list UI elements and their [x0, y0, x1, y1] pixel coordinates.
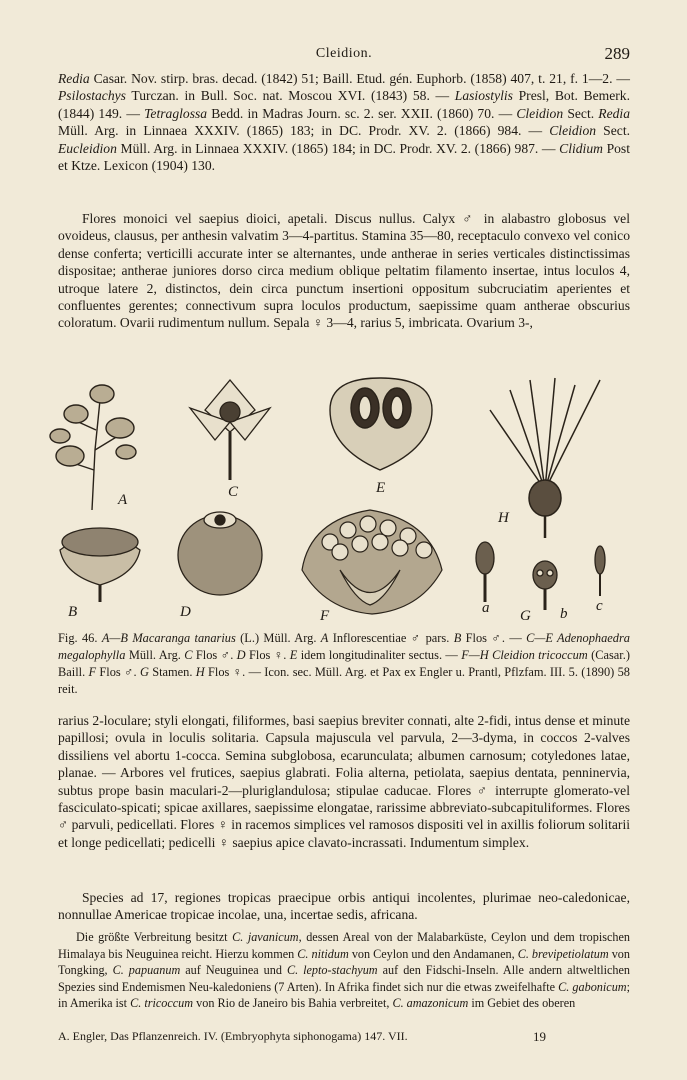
fig-label-f: F [320, 608, 330, 620]
fig-label-b: B [68, 604, 78, 620]
figure-plate [40, 370, 650, 620]
fig-label-h: H [498, 510, 509, 526]
fig-label-a-small: a [482, 600, 490, 616]
illustration-f-male-flower [302, 510, 442, 614]
distribution-paragraph: Species ad 17, regiones tropicas praecipue orbis antiqui incolentes, plurimae neo-caledonicae, nonnullae Americae tropicae incolae, una, incertae sedis, africana. [58, 890, 630, 923]
illustration-b-male-flower [60, 528, 140, 602]
distribution-notes: Die größte Verbreitung besitzt C. javanicum, dessen Areal von der Malabarküste, Ceylon und dem tropischen Himalaya bis Neuguinea reicht. Hierzu kommen C. nitidum von Ceylon und den Andamanen, C. brevipetiolatum von Tongking, C. papuanum auf Neuguinea und C. lepto-stachyum auf den Fidschi-Inseln. Alle andern altweltlichen Spezies sind Endemismen Neu-kaledoniens (7 Arten). In Afrika findet sich nur die etwas zweifelhafte C. gabonicum; in Amerika ist C. tricoccum von Rio de Janeiro bis Bahia verbreitet, C. amazonicum im Gebiet des oberen [58, 930, 631, 1010]
illustration-c-flower [190, 380, 270, 480]
illustration-d-female-flower [178, 512, 262, 595]
fig-label-d: D [180, 604, 191, 620]
page-number: 289 [604, 44, 630, 63]
description-paragraph-1: Flores monoici vel saepius dioici, apetali. Discus nullus. Calyx ♂ in alabastro globosus vel ovoideus, clausus, per anthesin valvatim 3—4-partitus. Stamina 35—80, receptaculo convexo vel conico dense conferta; verticilli accurate inter se alternantes, unde antherae in series verticales distinctissimas dispositae; antherae juniores dorso circa medium oblique peltatim filamento insertae, intus loculos 4, utroque latere 2, distinctos, dein circa punctum insertioni oppositum subcruciatim aperientes et confluentes gerentes; connectivum supra loculos productum, saepissime quam antherae obscurius coloratum. Ovarii rudimentum nullum. Sepala ♀ 3—4, rarius 5, imbricata. Ovarium 3-, [58, 211, 630, 331]
fig-label-c: C [228, 484, 239, 500]
synonymy-paragraph: Redia Casar. Nov. stirp. bras. decad. (1842) 51; Baill. Etud. gén. Euphorb. (1858) 407, t. 21, f. 1—2. — Psilostachys Turczan. in Bull. Soc. nat. Moscou XVI. (1843) 58. — Lasiostylis Presl, Bot. Bemerk. (1844) 149. — Tetraglossa Bedd. in Madras Journ. sc. 2. ser. XXII. (1860) 70. — Cleidion Sect. Redia Müll. Arg. in Linnaea XXXIV. (1865) 183; in DC. Prodr. XV. 2. (1866) 984. — Cleidion Sect. Eucleidion Müll. Arg. in Linnaea XXXIV. (1865) 184; in DC. Prodr. XV. 2. (1866) 987. — Clidium Post et Ktze. Lexicon (1904) 130. [58, 71, 630, 174]
signature-mark: 19 [533, 1029, 546, 1044]
illustration-g-stamens [476, 542, 605, 610]
fig-label-e: E [376, 480, 386, 496]
running-head: Cleidion. [315, 46, 373, 61]
fig-label-b-small: b [560, 606, 568, 620]
botanical-figure [40, 370, 650, 620]
figure-caption: Fig. 46. A—B Macaranga tanarius (L.) Müll. Arg. A Inflorescentiae ♂ pars. B Flos ♂. — C—E Adenophaedra megalophylla Müll. Arg. C Flos ♂. D Flos ♀. E idem longitudinaliter sectus. — F—H Cleidion tricoccum (Casar.) Baill. F Flos ♂. G Stamen. H Flos ♀. — Icon. sec. Müll. Arg. et Pax ex Engler u. Prantl, Pflzfam. III. 5. (1890) 58 reit. [58, 631, 630, 696]
fig-label-g: G [520, 608, 531, 620]
fig-label-a: A [118, 492, 128, 508]
description-paragraph-2: rarius 2-loculare; styli elongati, filiformes, basi saepius breviter connati, alte 2-fidi, intus dense et minute papillosi; ovula in loculis solitaria. Capsula majuscula vel parvula, 2—3-dyma, in coccos 2-valves dissiliens vel abortu 1-cocca. Semina subglobosa, ecarunculata; albumen carnosum; cotyledones latae, planae. — Arbores vel frutices, saepius glabrati. Folia alterna, petiolata, saepius dentata, penninervia, subtus prope basin maculari-2—pluriglandulosa; stipulae caducae. Flores ♂ interrupte glomerato-vel fasciculato-spicati; spicae axillares, saepissime elongatae, rarissime abbreviato-subcapituliformes. Flores ♂ parvuli, pedicellati. Flores ♀ in racemos simplices vel ramosos dispositi vel in axillis foliorum solitarii et longe pedicellati; pedicelli ♀ saepius apice clavato-incrassati. Indumentum simplex. [58, 713, 630, 850]
footer-citation: A. Engler, Das Pflanzenreich. IV. (Embryophyta siphonogama) 147. VII. [58, 1029, 408, 1043]
illustration-e-section [330, 378, 432, 470]
fig-label-c-small: c [596, 598, 603, 614]
page-header [58, 46, 630, 68]
page-footer [58, 1029, 630, 1044]
